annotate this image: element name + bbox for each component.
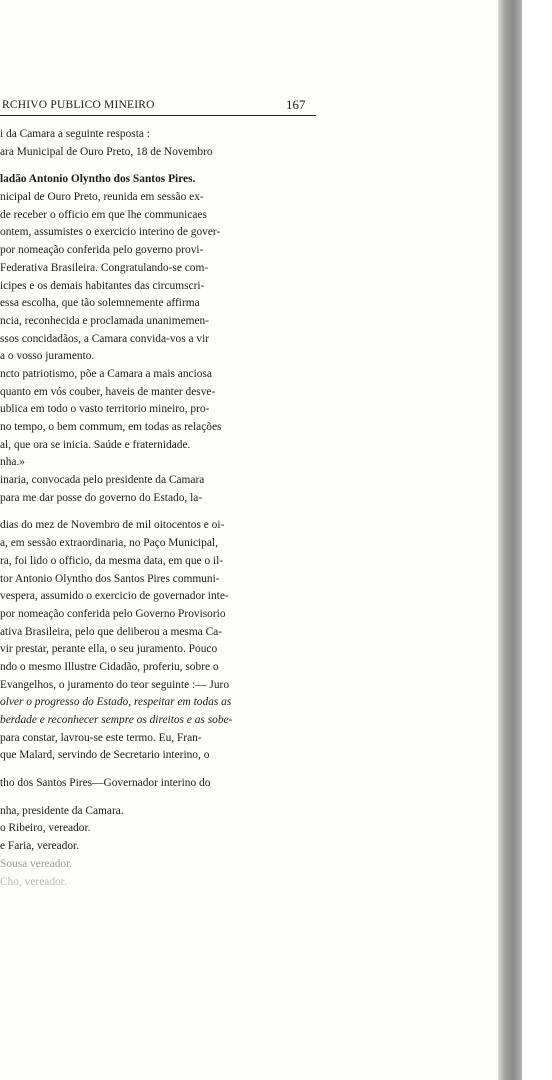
text-line: por nomeação conferida pelo Governo Provisorio	[0, 607, 226, 620]
text-line: inaria, convocada pelo presidente da Camara	[0, 474, 205, 487]
text-line: ativa Brasileira, pelo que deliberou a mesma Ca-	[0, 625, 223, 638]
oath-line: olver o progresso do Estado, respeitar em todas as	[0, 696, 232, 709]
text-line: vespera, assumido o exercicio de governador inte-	[0, 590, 229, 603]
text-line: ncto patriotismo, põe a Camara a mais anciosa	[0, 367, 212, 380]
text-line: Federativa Brasileira. Congratulando-se com-	[0, 261, 209, 274]
body-text	[0, 126, 326, 891]
text-line: a o vosso juramento.	[0, 350, 95, 363]
signature-line: Cho, vereador.	[0, 875, 67, 888]
text-line: ublica em todo o vasto territorio mineiro, pro-	[0, 403, 210, 416]
text-line: i da Camara a seguinte resposta :	[0, 128, 150, 140]
running-title: RCHIVO PUBLICO MINEIRO	[2, 99, 155, 111]
text-line: icipes e os demais habitantes das circumscri-	[0, 279, 205, 292]
text-line: para constar, lavrou-se este termo. Eu, Fran-	[0, 731, 202, 744]
running-head	[0, 97, 316, 121]
header-rule	[0, 115, 316, 116]
text-line: ara Municipal de Ouro Preto, 18 de Novembro	[0, 145, 213, 158]
scan-margin	[522, 0, 552, 1080]
text-line: por nomeação conferida pelo governo provi-	[0, 244, 204, 257]
text-line: nha.»	[0, 456, 25, 469]
text-line: de receber o officio em que lhe communicaes	[0, 208, 207, 221]
text-line: para me dar posse do governo do Estado, la-	[0, 491, 203, 504]
text-line: ra, foi lido o officio, da mesma data, em que o il-	[0, 554, 224, 567]
text-line: vir prestar, perante ella, o seu juramento. Pouco	[0, 643, 218, 656]
text-line: nicipal de Ouro Preto, reunida em sessão ex-	[0, 191, 204, 204]
signature-line: nha, presidente da Camara.	[0, 804, 124, 817]
text-line: ndo o mesmo Illustre Cidadão, proferiu, sobre o	[0, 660, 219, 673]
text-line: ncia, reconhecida e proclamada unanimemen-	[0, 314, 210, 327]
text-line: ssos concidadãos, a Camara convida-vos a vir	[0, 332, 210, 345]
text-line: tor Antonio Olyntho dos Santos Pires communi-	[0, 572, 220, 585]
signature-line: tho dos Santos Pires—Governador interino do	[0, 777, 211, 790]
page-number: 167	[286, 97, 306, 112]
book-spine-shadow	[498, 0, 522, 1080]
text-line: Evangelhos, o juramento do teor seguinte :— Juro	[0, 678, 230, 691]
text-line: al, que ora se inicia. Saúde e fraternidade.	[0, 438, 191, 451]
blank-line	[0, 793, 326, 803]
text-line: ontem, assumistes o exercicio interino de gover-	[0, 226, 221, 239]
text-line: no tempo, o bem commum, em todas as relações	[0, 421, 222, 433]
blank-line	[0, 765, 326, 775]
text-line: essa escolha, que tão solemnemente affirma	[0, 297, 200, 310]
text-line: dias do mez de Novembro de mil oitocentos e oi-	[0, 519, 225, 532]
blank-line	[0, 507, 326, 517]
text-line: a, em sessão extraordinaria, no Paço Municipal,	[0, 537, 218, 550]
text-line: quanto em vós couber, haveis de manter desve-	[0, 385, 216, 398]
oath-line: berdade e reconhecer sempre os direitos e as sobe-	[0, 714, 233, 726]
blank-line	[0, 161, 326, 171]
text-line: que Malard, servindo de Secretario interino, o	[0, 749, 210, 762]
signature-line: e Faria, vereador.	[0, 840, 80, 853]
signature-line: o Ribeiro, vereador.	[0, 822, 91, 835]
signature-line: Sousa vereador.	[0, 857, 73, 870]
addressee-line: ladão Antonio Olyntho dos Santos Pires.	[0, 173, 196, 186]
